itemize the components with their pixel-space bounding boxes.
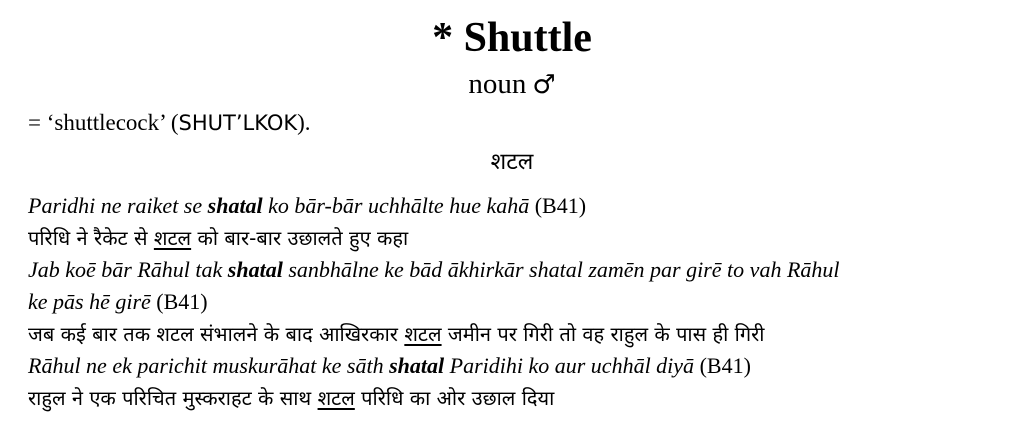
source-ref: (B41) <box>529 193 587 218</box>
translit-text: Paridihi ko aur uchhāl diyā <box>444 353 695 378</box>
example-2-hindi <box>28 318 1008 350</box>
translit-text: ke pās hē girē <box>28 289 151 314</box>
translit-text: Paridhi ne raiket se <box>28 193 208 218</box>
hindi-text: जमीन पर गिरी तो वह राहुल के पास ही गिरी <box>441 322 765 346</box>
definition-text: = ‘shuttlecock’ ( <box>28 110 179 135</box>
translit-text: sanbhālne ke bād ākhirkār shatal zamēn par girē to vah Rāhul <box>282 257 840 282</box>
definition <box>28 108 1008 138</box>
hindi-text: परिधि का ओर उछाल दिया <box>354 386 555 410</box>
headword: * Shuttle <box>432 15 592 61</box>
example-3-hindi <box>28 382 1008 414</box>
hindi-keyword: शटल <box>153 226 192 250</box>
hindi-keyword: शटल <box>317 386 355 410</box>
part-of-speech: noun <box>468 68 527 100</box>
examples <box>28 190 1008 414</box>
part-of-speech-line <box>0 66 1024 103</box>
hindi-text: जब कई बार तक शटल संभालने के बाद आखिरकार <box>28 322 405 346</box>
translit-keyword: shatal <box>389 353 445 378</box>
male-gender-icon: ♂ <box>532 70 556 100</box>
translit-text: ko bār-bār uchhālte hue kahā <box>262 193 530 218</box>
translit-text: Jab koē bār Rāhul tak <box>28 257 228 282</box>
hindi-headword: शटल <box>490 149 534 175</box>
example-2-transliteration-cont <box>28 286 1008 318</box>
hindi-text: राहुल ने एक परिचित मुस्कराहट के साथ <box>28 386 318 410</box>
hindi-keyword: शटल <box>404 322 442 346</box>
example-1-hindi <box>28 222 1008 254</box>
source-ref: (B41) <box>694 353 751 378</box>
translit-text: Rāhul ne ek parichit muskurāhat ke sāth <box>28 353 390 378</box>
translit-keyword: shatal <box>207 193 263 218</box>
example-3-transliteration <box>28 350 1008 382</box>
hindi-text: परिधि ने रैकेट से <box>28 226 154 250</box>
example-1-transliteration <box>28 190 1008 222</box>
source-ref: (B41) <box>150 289 208 314</box>
translit-keyword: shatal <box>227 257 283 282</box>
hindi-text: को बार-बार उछालते हुए कहा <box>191 226 409 250</box>
example-2-transliteration <box>28 254 1008 286</box>
definition-close: ). <box>297 110 311 135</box>
pronunciation: SHUT’LKOK <box>178 111 298 135</box>
